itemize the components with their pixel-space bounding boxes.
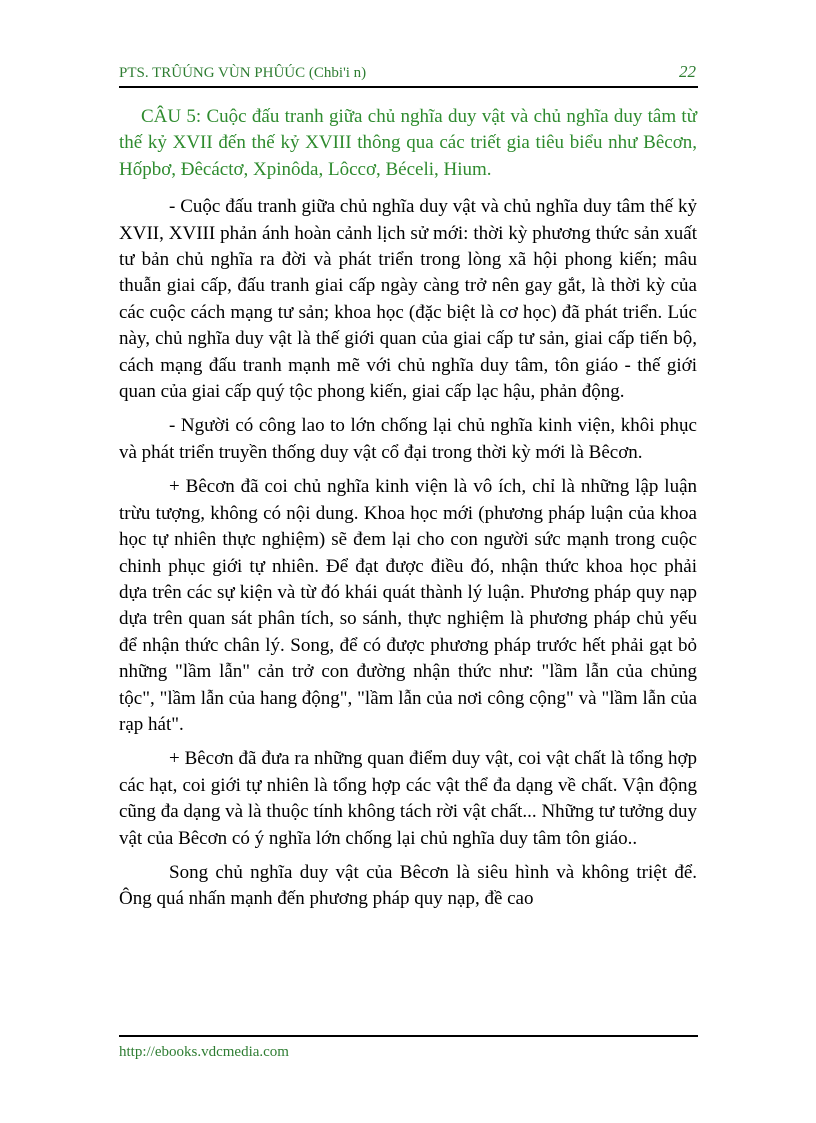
running-header-title: PTS. TRÛÚNG VÙN PHÛÚC (Chbi'i n) bbox=[119, 65, 367, 81]
footer-divider bbox=[119, 1035, 698, 1037]
header-divider bbox=[119, 86, 698, 88]
page-number: 22 bbox=[679, 62, 696, 81]
paragraph-becon-intro: - Người có công lao to lớn chống lại chủ nghĩa kinh viện, khôi phục và phát triển truyền thống duy vật cổ đại trong thời kỳ mới là Bêcơn. bbox=[119, 415, 697, 463]
paragraph-becon-limits: Song chủ nghĩa duy vật của Bêcơn là siêu hình và không triệt để. Ông quá nhấn mạnh đến phương pháp quy nạp, đề cao bbox=[119, 861, 697, 910]
page-header bbox=[119, 63, 698, 85]
question-heading: CÂU 5: Cuộc đấu tranh giữa chủ nghĩa duy vật và chủ nghĩa duy tâm từ thế kỷ XVII đến thế kỷ XVIII thông qua các triết gia tiêu biểu như Bêcơn, Hốpbơ, Đêcáctơ, Xpinôda, Lôccơ, Béceli, Hium. bbox=[119, 106, 697, 180]
paragraph-context: - Cuộc đấu tranh giữa chủ nghĩa duy vật và chủ nghĩa duy tâm thế kỷ XVII, XVIII phản ánh hoàn cảnh lịch sử mới: thời kỳ phương thức sản xuất tư bản chủ nghĩa ra đời và phát triển trong lòng xã hội phong kiến; mâu thuẫn giai cấp, đấu tranh giai cấp ngày càng trở nên gay gắt, là thời kỳ của các cuộc cách mạng tư sản; khoa học (đặc biệt là cơ học) đã phát triển. Lúc này, chủ nghĩa duy vật là thế giới quan của giai cấp tư sản, giai cấp tiến bộ, cách mạng đấu tranh mạnh mẽ với chủ nghĩa duy tâm, tôn giáo - thế giới quan của giai cấp quý tộc phong kiến, giai cấp lạc hậu, phản động. bbox=[119, 196, 697, 403]
footer-link[interactable]: http://ebooks.vdcmedia.com bbox=[119, 1044, 289, 1060]
page-body bbox=[119, 95, 697, 921]
paragraph-becon-method: + Bêcơn đã coi chủ nghĩa kinh viện là vô ích, chỉ là những lập luận trừu tượng, không có nội dung. Khoa học mới (phương pháp luận của khoa học tự nhiên thực nghiệm) sẽ đem lại cho con người sức mạnh trong cuộc chinh phục giới tự nhiên. Để đạt được điều đó, nhận thức khoa học phải dựa trên các sự kiện và từ đó khái quát thành lý luận. Phương pháp quy nạp dựa trên quan sát phân tích, so sánh, thực nghiệm là phương pháp chủ yếu để nhận thức chân lý. Song, để có được phương pháp trước hết phải gạt bỏ những "lầm lẫn" cản trở con đường nhận thức như: "lầm lẫn của chủng tộc", "lầm lẫn của hang động", "lầm lẫn của nơi công cộng" và "lầm lẫn của rạp hát". bbox=[119, 476, 697, 735]
paragraph-becon-materialism: + Bêcơn đã đưa ra những quan điểm duy vật, coi vật chất là tổng hợp các hạt, coi giới tự nhiên là tổng hợp các vật thể đa dạng về chất. Vận động cũng đa dạng và là thuộc tính không tách rời vật chất... Những tư tưởng duy vật của Bêcơn có ý nghĩa lớn chống lại chủ nghĩa duy tâm tôn giáo.. bbox=[119, 748, 697, 849]
